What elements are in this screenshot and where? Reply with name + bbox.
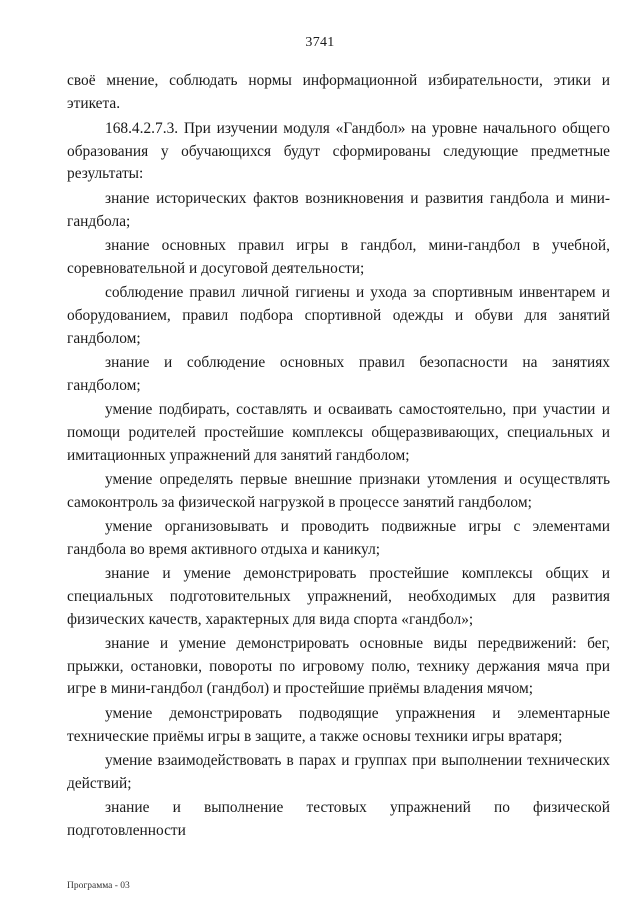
paragraph: умение демонстрировать подводящие упражнения и элементарные технические приёмы игры в защите, а также основы техники игры вратаря;	[67, 705, 610, 745]
paragraph: умение определять первые внешние признаки утомления и осуществлять самоконтроль за физической нагрузкой в процессе занятий гандболом;	[67, 471, 610, 511]
document-body	[67, 70, 610, 843]
paragraph: соблюдение правил личной гигиены и ухода за спортивным инвентарем и оборудованием, правил подбора спортивной одежды и обуви для занятий гандболом;	[67, 284, 610, 347]
paragraph: умение организовывать и проводить подвижные игры с элементами гандбола во время активного отдыха и каникул;	[67, 518, 610, 558]
paragraph: знание исторических фактов возникновения и развития гандбола и мини-гандбола;	[67, 189, 610, 230]
paragraph: знание и соблюдение основных правил безопасности на занятиях гандболом;	[67, 354, 610, 394]
paragraph: знание основных правил игры в гандбол, мини-гандбол в учебной, соревновательной и досуговой деятельности;	[67, 237, 610, 277]
paragraph: умение подбирать, составлять и осваивать самостоятельно, при участии и помощи родителей простейшие комплексы общеразвивающих, специальных и имитационных упражнений для занятий гандболом;	[67, 401, 610, 464]
paragraph: 168.4.2.7.3. При изучении модуля «Гандбол» на уровне начального общего образования у обучающихся будут сформированы следующие предметные результаты:	[67, 120, 610, 183]
page-number: 3741	[305, 35, 335, 50]
paragraph: знание и выполнение тестовых упражнений по физической подготовленности	[67, 799, 610, 839]
paragraph: своё мнение, соблюдать нормы информационной избирательности, этики и этикета.	[67, 72, 610, 112]
paragraph: знание и умение демонстрировать основные виды передвижений: бег, прыжки, остановки, повороты по игровому полю, технику держания мяча при игре в мини-гандбол (гандбол) и простейшие приёмы владения мячом;	[67, 635, 610, 698]
paragraph: знание и умение демонстрировать простейшие комплексы общих и специальных подготовительных упражнений, необходимых для развития физических качеств, характерных для вида спорта «гандбол»;	[67, 565, 610, 628]
paragraph: умение взаимодействовать в парах и группах при выполнении технических действий;	[67, 752, 610, 792]
footer-label: Программа - 03	[67, 881, 130, 891]
